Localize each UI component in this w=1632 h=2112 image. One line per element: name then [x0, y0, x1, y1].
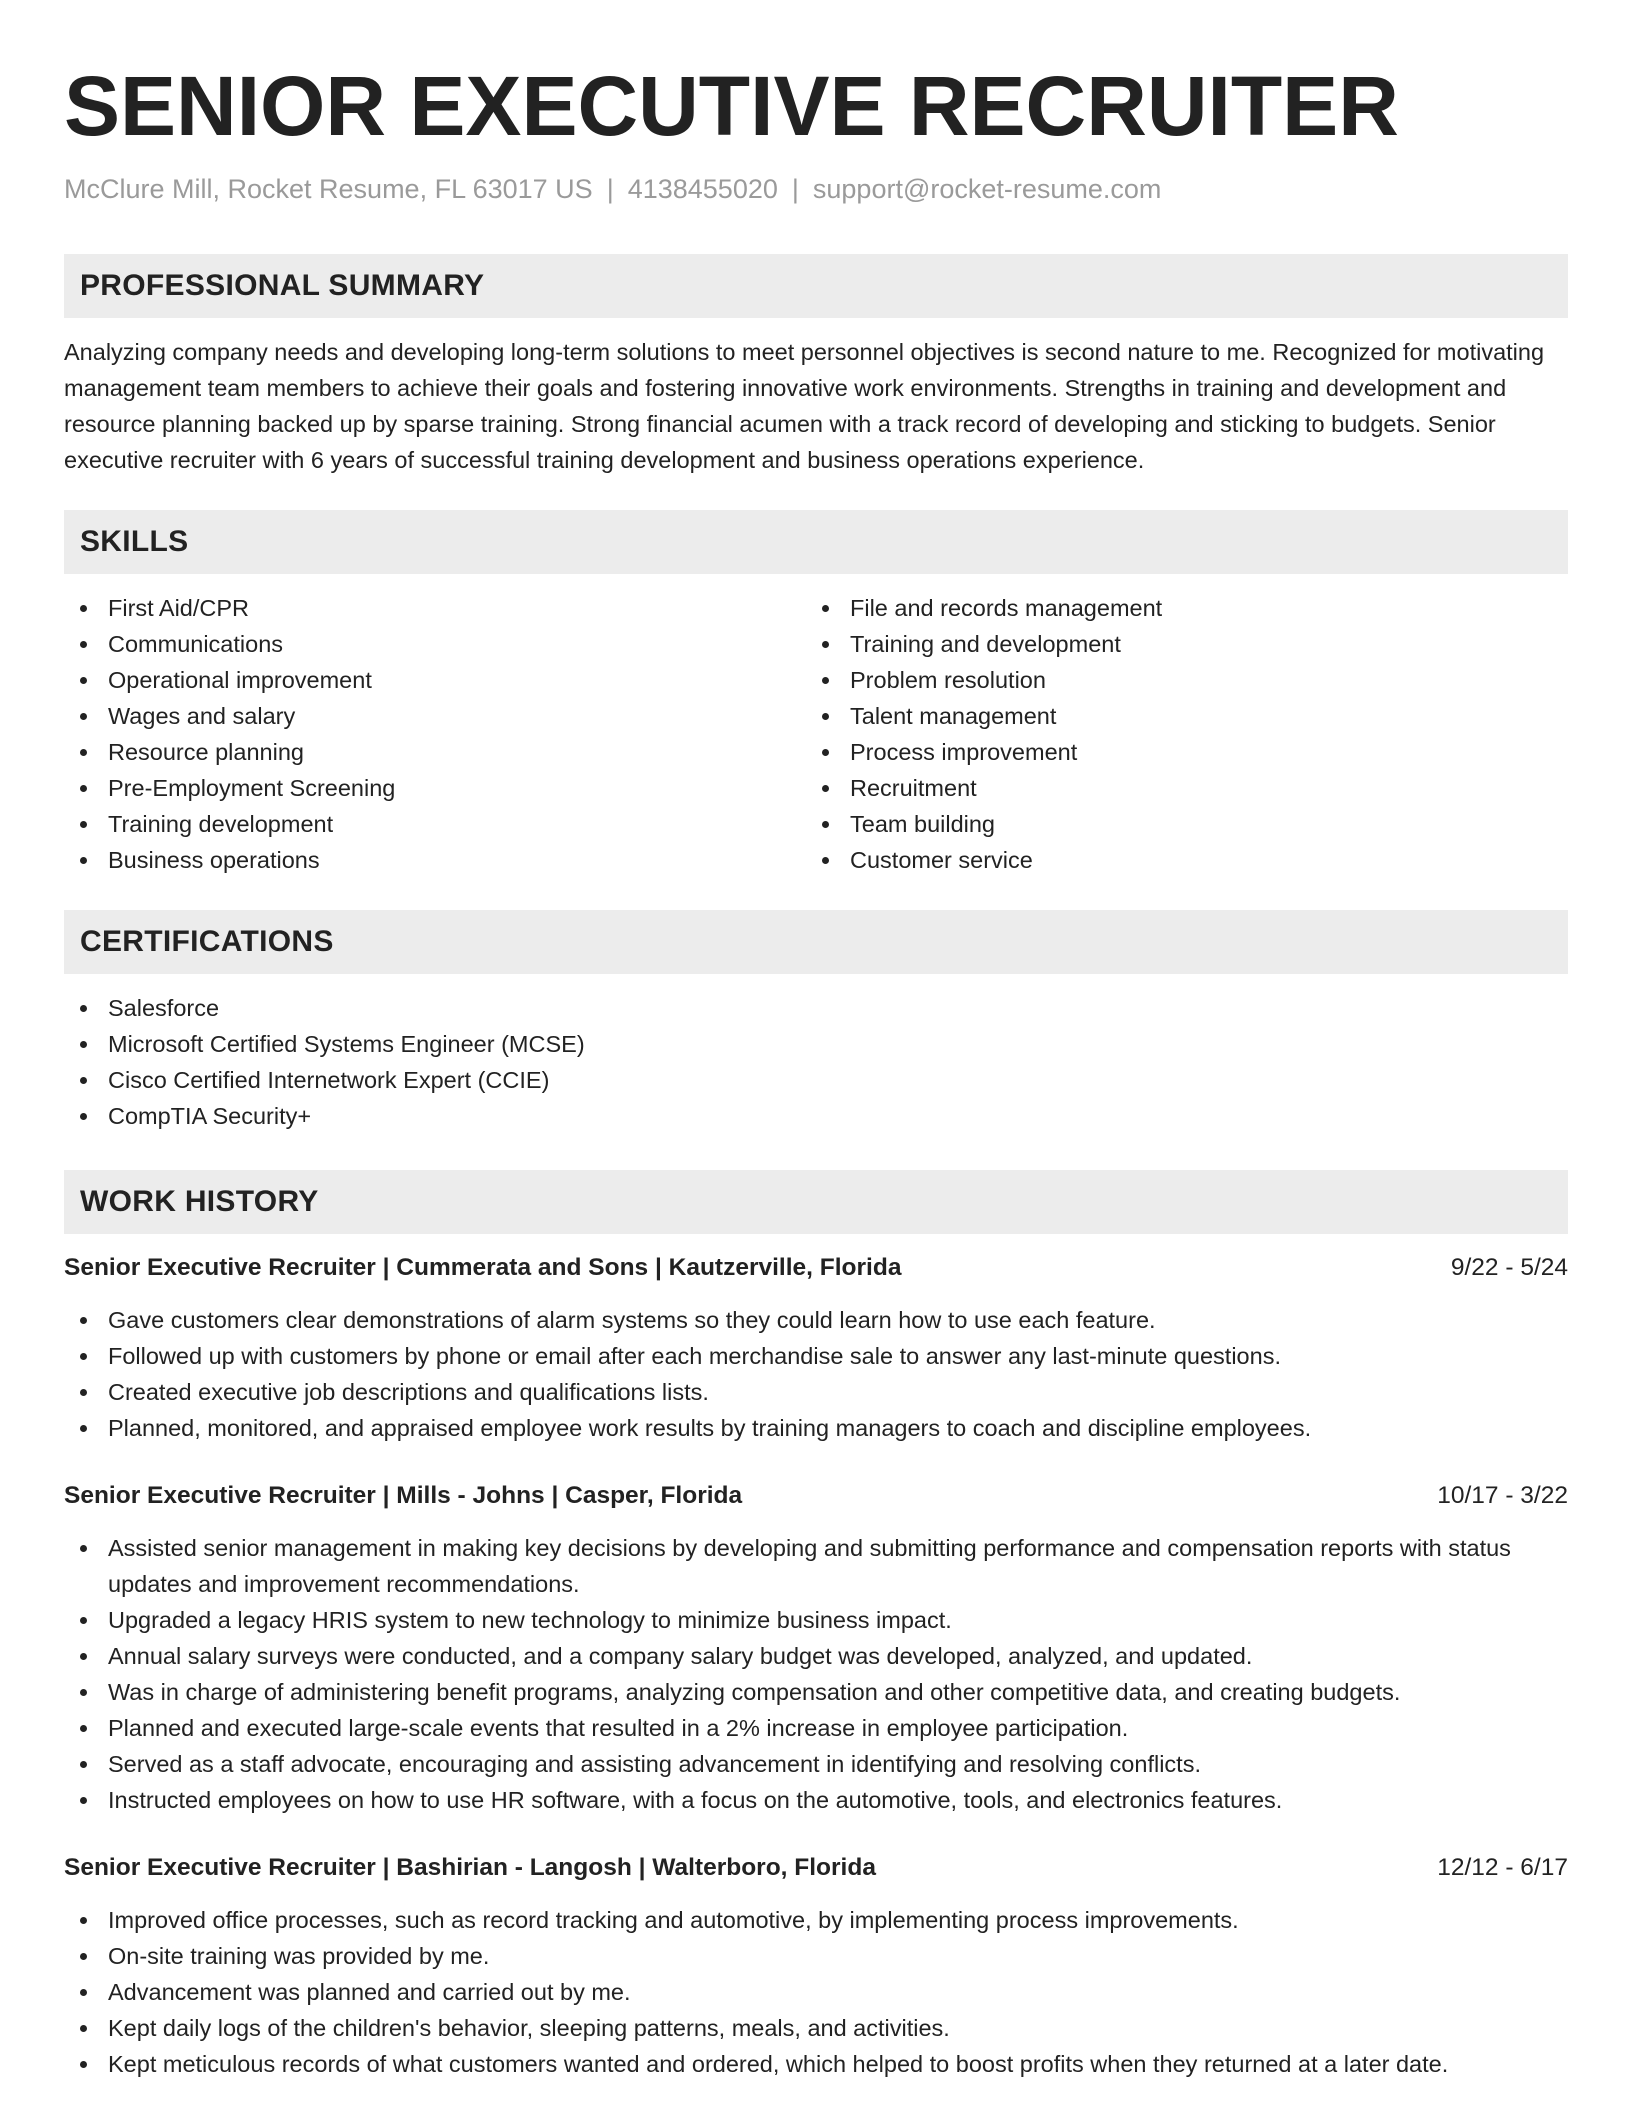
summary-heading: PROFESSIONAL SUMMARY [64, 254, 1568, 318]
job-entry [64, 1250, 1568, 1446]
job-bullet: Was in charge of administering benefit programs, analyzing compensation and other competitive data, and creating budgets. [64, 1674, 1568, 1710]
job-bullet: Followed up with customers by phone or email after each merchandise sale to answer any last-minute questions. [64, 1338, 1568, 1374]
skill-item: Team building [806, 806, 1548, 842]
job-dates: 12/12 - 6/17 [1437, 1854, 1568, 1881]
skill-item: Training and development [806, 626, 1548, 662]
job-entry [64, 1478, 1568, 1818]
contact-email[interactable]: support@rocket-resume.com [812, 174, 1162, 204]
skill-item: Operational improvement [64, 662, 806, 698]
job-bullets [64, 1902, 1568, 2082]
skill-item: Talent management [806, 698, 1548, 734]
job-entry [64, 1850, 1568, 2082]
job-bullet: Planned and executed large-scale events that resulted in a 2% increase in employee participation. [64, 1710, 1568, 1746]
skill-item: Communications [64, 626, 806, 662]
job-bullets [64, 1302, 1568, 1446]
skill-item: Problem resolution [806, 662, 1548, 698]
certification-item: Salesforce [64, 990, 1568, 1026]
certification-item: CompTIA Security+ [64, 1098, 1568, 1134]
contact-line [64, 172, 1568, 206]
skills-heading: SKILLS [64, 510, 1568, 574]
job-title: Senior Executive Recruiter | Mills - Johns | Casper, Florida [64, 1482, 743, 1509]
job-title: Senior Executive Recruiter | Cummerata and Sons | Kautzerville, Florida [64, 1254, 902, 1281]
job-bullet: Advancement was planned and carried out by me. [64, 1974, 1568, 2010]
job-dates: 9/22 - 5/24 [1450, 1254, 1568, 1281]
job-bullet: Annual salary surveys were conducted, and a company salary budget was developed, analyzed, and updated. [64, 1638, 1568, 1674]
skills-column-right [806, 590, 1548, 878]
contact-separator: | [791, 174, 799, 204]
job-bullet: Instructed employees on how to use HR software, with a focus on the automotive, tools, and electronics features. [64, 1782, 1568, 1818]
skills-grid [64, 590, 1568, 878]
resume-page [64, 0, 1568, 2082]
skill-item: First Aid/CPR [64, 590, 806, 626]
job-bullet: Upgraded a legacy HRIS system to new technology to minimize business impact. [64, 1602, 1568, 1638]
job-bullet: Improved office processes, such as record tracking and automotive, by implementing process improvements. [64, 1902, 1568, 1938]
skill-item: Training development [64, 806, 806, 842]
job-bullet: Kept meticulous records of what customers wanted and ordered, which helped to boost profits when they returned at a later date. [64, 2046, 1568, 2082]
summary-text: Analyzing company needs and developing long-term solutions to meet personnel objectives is second nature to me. Recognized for motivating management team members to achieve their goals and fostering innovative work environments. Strengths in training and development and resource planning backed up by sparse training. Strong financial acumen with a track record of developing and sticking to budgets. Senior executive recruiter with 6 years of successful training development and business operations experience. [64, 339, 1545, 473]
contact-phone: 4138455020 [627, 174, 778, 204]
job-bullets [64, 1530, 1568, 1818]
skill-item: File and records management [806, 590, 1548, 626]
job-bullet: Served as a staff advocate, encouraging and assisting advancement in identifying and resolving conflicts. [64, 1746, 1568, 1782]
job-header [64, 1850, 1568, 1886]
skill-item: Pre-Employment Screening [64, 770, 806, 806]
skills-column-left [64, 590, 806, 878]
job-bullet: Gave customers clear demonstrations of alarm systems so they could learn how to use each feature. [64, 1302, 1568, 1338]
certifications-list [64, 990, 1568, 1134]
job-dates: 10/17 - 3/22 [1437, 1482, 1568, 1509]
job-bullet: Assisted senior management in making key decisions by developing and submitting performance and compensation reports with status updates and improvement recommendations. [64, 1530, 1568, 1602]
contact-address: McClure Mill, Rocket Resume, FL 63017 US [64, 174, 593, 204]
skill-item: Recruitment [806, 770, 1548, 806]
work-history-heading: WORK HISTORY [64, 1170, 1568, 1234]
certification-item: Cisco Certified Internetwork Expert (CCIE) [64, 1062, 1568, 1098]
skill-item: Customer service [806, 842, 1548, 878]
job-bullet: Planned, monitored, and appraised employee work results by training managers to coach and discipline employees. [64, 1410, 1568, 1446]
certifications-heading: CERTIFICATIONS [64, 910, 1568, 974]
skill-item: Process improvement [806, 734, 1548, 770]
job-header [64, 1250, 1568, 1286]
job-bullet: On-site training was provided by me. [64, 1938, 1568, 1974]
job-bullet: Created executive job descriptions and qualifications lists. [64, 1374, 1568, 1410]
job-header [64, 1478, 1568, 1514]
candidate-name: SENIOR EXECUTIVE RECRUITER [64, 59, 1399, 153]
job-bullet: Kept daily logs of the children's behavior, sleeping patterns, meals, and activities. [64, 2010, 1568, 2046]
skill-item: Business operations [64, 842, 806, 878]
contact-separator: | [606, 174, 614, 204]
skill-item: Wages and salary [64, 698, 806, 734]
skill-item: Resource planning [64, 734, 806, 770]
job-title: Senior Executive Recruiter | Bashirian - Langosh | Walterboro, Florida [64, 1854, 876, 1881]
certification-item: Microsoft Certified Systems Engineer (MCSE) [64, 1026, 1568, 1062]
